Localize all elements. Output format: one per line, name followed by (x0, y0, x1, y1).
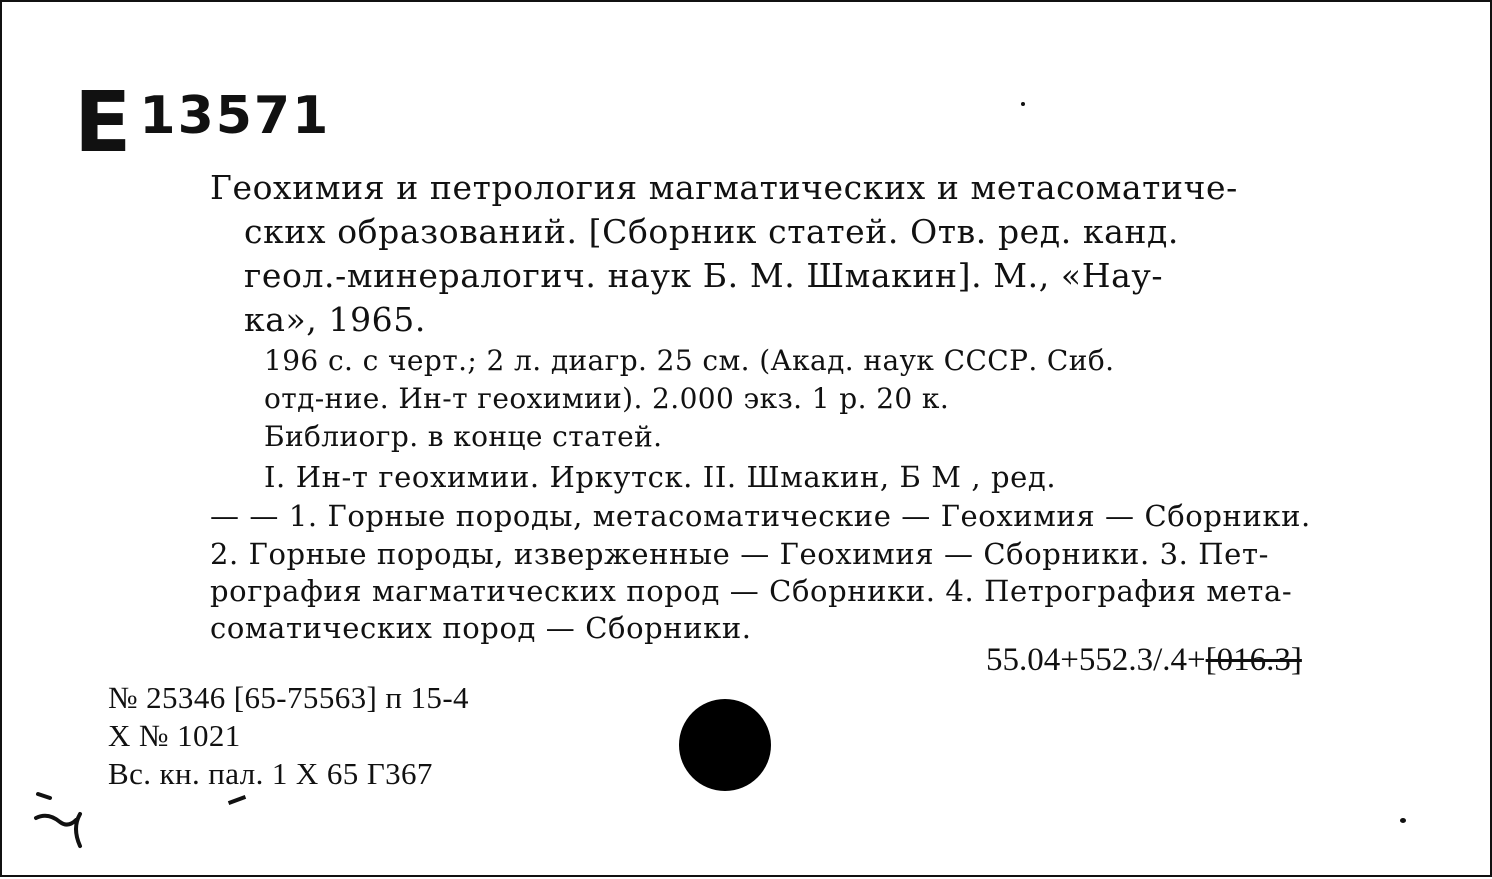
footer-line-1: № 25346 [65-75563] п 15-4 (108, 680, 469, 715)
title-line-2: ских образований. [Сборник статей. Отв. ред. канд. (244, 212, 1180, 251)
classification-main: 55.04+552.3/.4+ (986, 642, 1206, 678)
footer-line-2: Х № 1021 (108, 718, 241, 753)
speck-mark (1021, 102, 1025, 106)
speck-mark (1400, 818, 1406, 823)
classification-struck: [016.3] (1205, 642, 1302, 678)
title-line-1: Геохимия и петрология магматических и метасоматиче- (210, 168, 1238, 207)
collation-line-2: отд-ние. Ин-т геохимии). 2.000 экз. 1 р. 20 к. (264, 382, 950, 415)
subject-line-4: рография магматических пород — Сборники. 4. Петрография мета- (210, 574, 1293, 608)
title-line-4: ка», 1965. (244, 300, 426, 339)
subject-line-2: — — 1. Горные породы, метасоматические — Геохимия — Сборники. (210, 499, 1311, 533)
collation-line-3: Библиогр. в конце статей. (264, 420, 663, 453)
classification-index (986, 642, 1302, 679)
subject-line-1: I. Ин-т геохимии. Иркутск. II. Шмакин, Б М , ред. (264, 460, 1057, 494)
call-number (74, 73, 331, 171)
subject-line-3: 2. Горные породы, изверженные — Геохимия — Сборники. 3. Пет- (210, 537, 1269, 571)
speck-mark (228, 795, 246, 805)
collation-line-1: 196 с. с черт.; 2 л. диагр. 25 см. (Акад. наук СССР. Сиб. (264, 344, 1115, 377)
punch-hole-dot (679, 699, 771, 791)
footer-line-3: Вс. кн. пал. 1 Х 65 Г367 (108, 756, 433, 791)
call-number-digits: 13571 (139, 86, 331, 146)
title-line-3: геол.-минералогич. наук Б. М. Шмакин]. М., «Нау- (244, 256, 1164, 295)
call-number-letter: Е (74, 73, 132, 171)
handwritten-mark (30, 784, 90, 854)
subject-line-5: соматических пород — Сборники. (210, 611, 752, 645)
